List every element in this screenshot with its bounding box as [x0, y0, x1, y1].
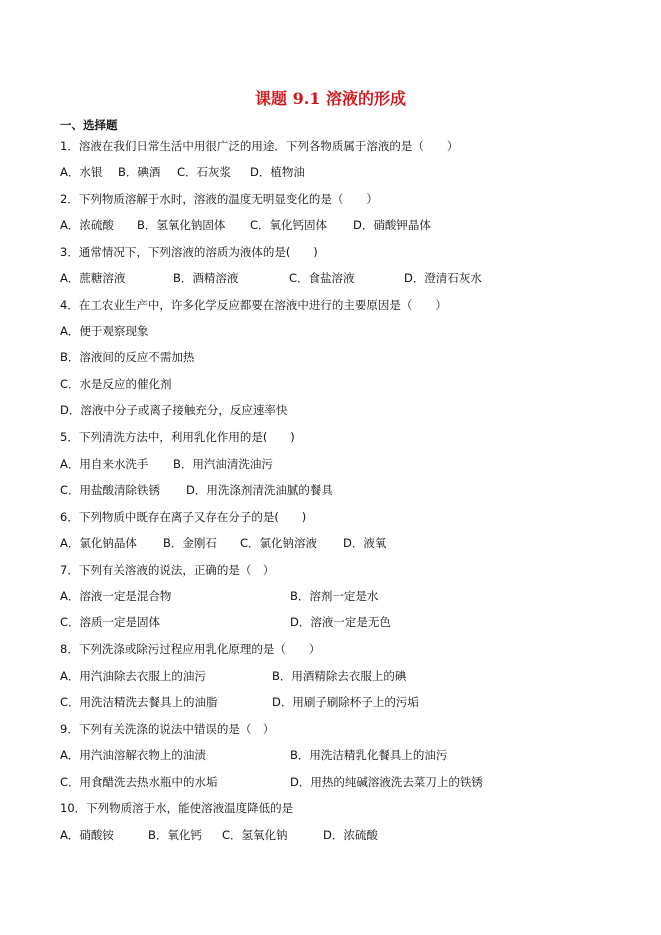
q5-option-b: B．用汽油清洗油污 — [173, 457, 273, 471]
page-title: 课题 9.1 溶液的形成 — [255, 89, 406, 108]
q6-option-d: D．液氧 — [343, 536, 387, 550]
question-6-options — [60, 535, 620, 551]
question-5-options-row1 — [60, 456, 620, 472]
q9-option-b: B．用洗洁精乳化餐具上的油污 — [290, 748, 448, 762]
question-9-options-row2 — [60, 774, 620, 790]
q3-option-b: B．酒精溶液 — [173, 271, 239, 285]
q10-option-b: B．氧化钙 — [148, 828, 202, 842]
q2-option-b: B．氢氧化钠固体 — [137, 218, 226, 232]
question-1-stem: 1．溶液在我们日常生活中用很广泛的用途．下列各物质属于溶液的是（ ） — [60, 139, 459, 153]
q7-option-d: D．溶液一定是无色 — [290, 615, 391, 629]
q7-option-c: C．溶质一定是固体 — [60, 615, 161, 629]
q9-option-c: C．用食醋洗去热水瓶中的水垢 — [60, 775, 218, 789]
q5-option-c: C．用盐酸清除铁锈 — [60, 483, 161, 497]
q4-option-c: C．水是反应的催化剂 — [60, 377, 172, 391]
q8-option-c: C．用洗洁精洗去餐具上的油脂 — [60, 695, 218, 709]
question-3-stem: 3．通常情况下，下列溶液的溶质为液体的是( ) — [60, 245, 318, 259]
question-2-options — [60, 217, 620, 233]
question-8-stem: 8．下列洗涤或除污过程应用乳化原理的是（ ） — [60, 642, 321, 656]
question-9-stem: 9．下列有关洗涤的说法中错误的是（ ） — [60, 722, 275, 736]
question-8-options-row1 — [60, 668, 620, 684]
question-9-options-row1 — [60, 747, 620, 763]
q8-option-b: B．用酒精除去衣服上的碘 — [272, 669, 407, 683]
q6-option-b: B．金刚石 — [163, 536, 217, 550]
q3-option-d: D．澄清石灰水 — [404, 271, 482, 285]
question-8-options-row2 — [60, 694, 620, 710]
q1-option-b: B．碘酒 — [118, 165, 161, 179]
q3-option-c: C．食盐溶液 — [289, 271, 355, 285]
question-2-stem: 2．下列物质溶解于水时，溶液的温度无明显变化的是（ ） — [60, 192, 378, 206]
q1-option-d: D．植物油 — [250, 165, 305, 179]
question-7-options-row2 — [60, 614, 620, 630]
q2-option-d: D．硝酸钾晶体 — [353, 218, 431, 232]
q1-option-a: A．水银 — [60, 165, 103, 179]
q5-option-d: D．用洗涤剂清洗油腻的餐具 — [186, 483, 333, 497]
section-heading: 一、选择题 — [60, 118, 118, 132]
q10-option-d: D．浓硫酸 — [323, 828, 378, 842]
q1-option-c: C．石灰浆 — [177, 165, 232, 179]
question-5-options-row2 — [60, 482, 620, 498]
question-6-stem: 6．下列物质中既存在离子又存在分子的是( ) — [60, 510, 307, 524]
question-5-stem: 5．下列清洗方法中，利用乳化作用的是( ) — [60, 430, 295, 444]
q7-option-a: A．溶液一定是混合物 — [60, 589, 172, 603]
question-7-stem: 7．下列有关溶液的说法，正确的是（ ） — [60, 563, 275, 577]
q6-option-c: C．氯化钠溶液 — [240, 536, 318, 550]
q8-option-d: D．用刷子刷除杯子上的污垢 — [272, 695, 419, 709]
q4-option-a: A．便于观察现象 — [60, 324, 149, 338]
q9-option-d: D．用热的纯碱溶液洗去菜刀上的铁锈 — [290, 775, 483, 789]
q8-option-a: A．用汽油除去衣服上的油污 — [60, 669, 206, 683]
question-10-stem: 10．下列物质溶于水，能使溶液温度降低的是 — [60, 801, 294, 815]
q10-option-a: A．硝酸铵 — [60, 828, 114, 842]
q10-option-c: C．氢氧化钠 — [222, 828, 288, 842]
question-10-options — [60, 827, 620, 843]
question-3-options — [60, 270, 620, 286]
question-7-options-row1 — [60, 588, 620, 604]
q6-option-a: A．氯化钠晶体 — [60, 536, 137, 550]
q4-option-b: B．溶液间的反应不需加热 — [60, 350, 195, 364]
q2-option-a: A．浓硫酸 — [60, 218, 114, 232]
q2-option-c: C．氧化钙固体 — [250, 218, 328, 232]
q9-option-a: A．用汽油溶解衣物上的油渍 — [60, 748, 206, 762]
question-4-stem: 4．在工农业生产中，许多化学反应都要在溶液中进行的主要原因是（ ） — [60, 298, 447, 312]
q3-option-a: A．蔗糖溶液 — [60, 271, 126, 285]
question-1-options — [60, 164, 620, 180]
q5-option-a: A．用自来水洗手 — [60, 457, 149, 471]
q4-option-d: D．溶液中分子或离子接触充分，反应速率快 — [60, 403, 288, 417]
q7-option-b: B．溶剂一定是水 — [290, 589, 379, 603]
